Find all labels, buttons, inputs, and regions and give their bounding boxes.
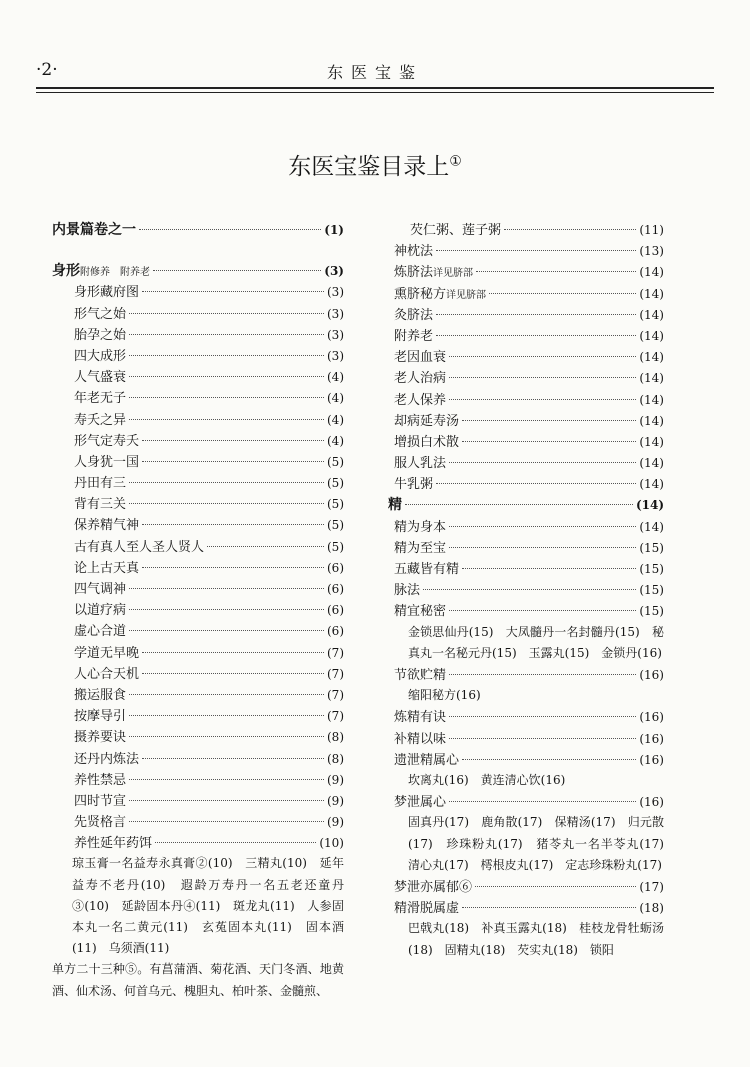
toc-entry-title: 还丹内炼法 bbox=[74, 751, 140, 767]
toc-entry bbox=[52, 281, 344, 302]
header-rule-thin bbox=[36, 92, 714, 93]
toc-entry bbox=[52, 684, 344, 705]
dot-leader bbox=[142, 440, 324, 441]
toc-entry-title: 养性延年药饵 bbox=[74, 836, 153, 852]
toc-page-ref: (7) bbox=[327, 645, 344, 660]
toc-entry-title: 精宜秘密 bbox=[394, 604, 447, 620]
toc-entry-title: 丹田有三 bbox=[74, 476, 127, 492]
toc-page-ref: (16) bbox=[639, 795, 664, 810]
toc-entry bbox=[52, 514, 344, 535]
toc-entry bbox=[388, 749, 664, 770]
header-rule-thick bbox=[36, 87, 714, 89]
toc-entry-title: 却病延寿汤 bbox=[394, 413, 460, 429]
dot-leader bbox=[129, 630, 324, 631]
toc-entry-title: 搬运服食 bbox=[74, 687, 127, 703]
toc-page-ref: (1) bbox=[324, 223, 344, 237]
dot-leader bbox=[142, 673, 324, 674]
toc-entry bbox=[388, 664, 664, 685]
toc-entry bbox=[52, 409, 344, 430]
toc-entry bbox=[388, 600, 664, 621]
dot-leader bbox=[129, 715, 324, 716]
toc-entry bbox=[52, 726, 344, 747]
toc-page-ref: (14) bbox=[639, 392, 664, 407]
toc-entry bbox=[52, 832, 344, 853]
toc-page-ref: (14) bbox=[639, 307, 664, 322]
dot-leader bbox=[462, 420, 636, 421]
toc-entry bbox=[52, 451, 344, 472]
toc-entry-title: 摄养要诀 bbox=[74, 730, 127, 746]
book-title: 东医宝鉴 bbox=[326, 63, 423, 82]
toc-page-ref: (10) bbox=[319, 836, 344, 851]
dot-leader bbox=[462, 441, 636, 442]
toc-entry bbox=[52, 663, 344, 684]
dot-leader bbox=[129, 736, 324, 737]
toc-entry bbox=[388, 389, 664, 410]
dot-leader bbox=[129, 482, 324, 483]
toc-left-column bbox=[52, 219, 344, 1002]
toc-entry bbox=[52, 811, 344, 832]
toc-entry-subnote: 详见脐部 bbox=[433, 268, 474, 280]
dot-leader bbox=[129, 334, 324, 335]
dot-leader bbox=[207, 546, 324, 547]
toc-page-ref: (3) bbox=[327, 348, 344, 363]
toc-entry bbox=[52, 345, 344, 366]
toc-entry-title: 芡仁粥、莲子粥 bbox=[410, 223, 502, 238]
running-header bbox=[36, 60, 714, 86]
dot-leader bbox=[449, 674, 636, 675]
toc-entry bbox=[388, 706, 664, 727]
toc-page-ref: (15) bbox=[639, 562, 664, 576]
toc-page-ref: (17) bbox=[639, 879, 664, 894]
dot-leader bbox=[449, 526, 636, 527]
toc-entry bbox=[388, 579, 664, 600]
toc-entry-title: 先贤格言 bbox=[74, 815, 127, 831]
toc-entry bbox=[388, 410, 664, 431]
toc-entry-title: 服人乳法 bbox=[394, 456, 447, 472]
toc-entry-title: 以道疗病 bbox=[74, 603, 127, 619]
dot-leader bbox=[449, 356, 636, 357]
toc-page-ref: (5) bbox=[327, 518, 344, 533]
toc-page-ref: (14) bbox=[639, 371, 664, 386]
toc-entry-title: 老人保养 bbox=[394, 392, 447, 408]
toc-entry bbox=[52, 536, 344, 557]
recipe-list: 缩阳秘方(16) bbox=[408, 688, 481, 703]
toc-page-ref: (3) bbox=[324, 264, 344, 279]
toc-entry bbox=[388, 261, 664, 282]
toc-page-ref: (7) bbox=[327, 687, 344, 702]
toc-entry-title: 灸脐法 bbox=[394, 307, 434, 323]
toc-page-ref: (6) bbox=[327, 560, 344, 575]
toc-entry bbox=[388, 346, 664, 367]
toc-entry-title: 梦泄属心 bbox=[394, 795, 447, 811]
toc-page-ref: (15) bbox=[639, 540, 664, 555]
toc-entry bbox=[52, 599, 344, 620]
toc-entry-title: 精 bbox=[388, 497, 402, 514]
toc-page-ref: (6) bbox=[327, 624, 344, 639]
toc-page-ref: (16) bbox=[639, 731, 664, 746]
dot-leader bbox=[462, 759, 636, 760]
dot-leader bbox=[129, 313, 324, 314]
toc-entry bbox=[52, 642, 344, 663]
toc-page-ref: (5) bbox=[327, 497, 344, 512]
dot-leader bbox=[129, 609, 324, 610]
toc-entry-title: 熏脐秘方 bbox=[394, 286, 447, 302]
toc-entry bbox=[388, 367, 664, 388]
title-footnote-mark: ① bbox=[449, 153, 462, 170]
dot-leader bbox=[476, 271, 636, 272]
dot-leader bbox=[129, 376, 324, 377]
toc-page-ref: (9) bbox=[327, 815, 344, 830]
toc-page-ref: (14) bbox=[639, 413, 664, 428]
toc-entry bbox=[52, 790, 344, 811]
toc-entry-title: 四大成形 bbox=[74, 348, 127, 364]
toc-entry bbox=[52, 366, 344, 387]
toc-right-column bbox=[388, 219, 677, 961]
toc-page-ref: (8) bbox=[327, 730, 344, 745]
dot-leader bbox=[129, 397, 324, 398]
toc-entry bbox=[388, 473, 664, 494]
toc-entry-title: 梦泄亦属郁⑥ bbox=[394, 879, 473, 895]
toc-entry-title: 精为至宝 bbox=[394, 540, 447, 556]
page-title bbox=[0, 148, 750, 181]
toc-entry-title: 身形 bbox=[52, 263, 80, 280]
dot-leader bbox=[129, 800, 324, 801]
dot-leader bbox=[142, 524, 324, 525]
dot-leader bbox=[142, 652, 324, 653]
toc-entry-title: 老人治病 bbox=[394, 371, 447, 387]
toc-page-ref: (14) bbox=[639, 456, 664, 471]
dot-leader bbox=[436, 335, 636, 336]
dot-leader bbox=[436, 314, 636, 315]
toc-page-ref: (7) bbox=[327, 666, 344, 681]
toc-entry-title: 附养老 bbox=[394, 328, 434, 344]
dot-leader bbox=[139, 229, 321, 230]
toc-entry-title: 增损白术散 bbox=[394, 434, 460, 450]
dot-leader bbox=[129, 821, 324, 822]
recipe-list: 巴戟丸(18) 补真玉露丸(18) 桂枝龙骨牡蛎汤(18) 固精丸(18) 芡实丸(18) 锁阳 bbox=[408, 921, 664, 957]
toc-entry bbox=[388, 537, 664, 558]
toc-entry-title: 古有真人至人圣人贤人 bbox=[74, 539, 205, 555]
dot-leader bbox=[475, 886, 636, 887]
toc-entry-title: 炼精有诀 bbox=[394, 710, 447, 726]
recipe-list: 琼玉膏一名益寿永真膏②(10) 三精丸(10) 延年益寿不老丹(10) 遐龄万寿丹一名五老还童丹③(10) 延龄固本丹④(11) 斑龙丸(11) 人参固本丸一名二黄元(11) 玄菟固本丸(11) 固本酒(11) 乌须酒(11) bbox=[72, 856, 344, 956]
toc-entry-title: 节欲贮精 bbox=[394, 667, 447, 683]
toc-page-ref: (4) bbox=[327, 370, 344, 385]
toc-entry-title: 胎孕之始 bbox=[74, 327, 127, 343]
dot-leader bbox=[449, 377, 636, 378]
toc-page-ref: (6) bbox=[327, 582, 344, 596]
toc-entry-title: 牛乳粥 bbox=[394, 477, 434, 493]
toc-page-ref: (3) bbox=[327, 327, 344, 342]
toc-entry-title: 内景篇卷之一 bbox=[52, 222, 136, 238]
toc-entry bbox=[52, 387, 344, 408]
toc-page-ref: (14) bbox=[639, 477, 664, 492]
dot-leader bbox=[153, 270, 321, 271]
toc-entry-title: 精为身本 bbox=[394, 519, 447, 535]
page-title-text: 东医宝鉴目录上 bbox=[288, 154, 450, 180]
toc-entry bbox=[52, 620, 344, 641]
dot-leader bbox=[155, 842, 316, 843]
toc-entry-title: 四气调神 bbox=[74, 582, 127, 597]
toc-entry-title: 补精以味 bbox=[394, 731, 447, 747]
toc-page-ref: (3) bbox=[327, 306, 344, 321]
toc-entry bbox=[388, 240, 664, 261]
dot-leader bbox=[129, 779, 324, 780]
toc-entry bbox=[52, 219, 344, 240]
toc-entry-subnote: 详见脐部 bbox=[446, 289, 487, 301]
toc-page-ref: (16) bbox=[639, 667, 664, 682]
recipe-list: 固真丹(17) 鹿角散(17) 保精汤(17) 归元散(17) 珍珠粉丸(17) 猪苓丸一名半苓丸(17) 清心丸(17) 樗根皮丸(17) 定志珍珠粉丸(17) bbox=[408, 815, 677, 872]
recipe-list: 金锁思仙丹(15) 大凤髓丹一名封髓丹(15) 秘真丸一名秘元丹(15) 玉露丸(15) 金锁丹(16) bbox=[408, 624, 664, 660]
toc-page-ref: (6) bbox=[327, 603, 344, 618]
toc-page-ref: (11) bbox=[639, 223, 664, 237]
toc-entry-title: 精滑脱属虚 bbox=[394, 901, 460, 917]
dot-leader bbox=[449, 610, 636, 611]
toc-entry-title: 人气盛衰 bbox=[74, 370, 127, 386]
toc-entry bbox=[52, 769, 344, 790]
toc-page-ref: (14) bbox=[639, 265, 664, 280]
page-number: ·2· bbox=[36, 60, 58, 80]
dot-leader bbox=[129, 503, 324, 504]
toc-page-ref: (15) bbox=[639, 604, 664, 619]
toc-entry bbox=[52, 748, 344, 769]
toc-entry bbox=[388, 283, 664, 304]
toc-entry-title: 形气定寿夭 bbox=[74, 433, 140, 449]
toc-entry-title: 人心合天机 bbox=[74, 666, 140, 682]
dot-leader bbox=[142, 291, 324, 292]
dot-leader bbox=[142, 567, 324, 568]
toc-entry-title: 学道无早晚 bbox=[74, 645, 140, 661]
toc-page-ref: (8) bbox=[327, 751, 344, 766]
dot-leader bbox=[504, 229, 636, 230]
toc-page-ref: (16) bbox=[639, 710, 664, 725]
toc-entry bbox=[52, 472, 344, 493]
dot-leader bbox=[449, 716, 636, 717]
toc-entry-title: 遗泄精属心 bbox=[394, 752, 460, 768]
toc-entry bbox=[52, 303, 344, 324]
toc-entry bbox=[388, 219, 664, 240]
toc-entry-title: 按摩导引 bbox=[74, 709, 127, 725]
toc-page-ref: (14) bbox=[639, 519, 664, 534]
dot-leader bbox=[436, 250, 636, 251]
spacer bbox=[52, 240, 344, 260]
dot-leader bbox=[449, 738, 636, 739]
toc-page-ref: (14) bbox=[639, 286, 664, 301]
toc-entry bbox=[52, 324, 344, 345]
toc-entry-title: 形气之始 bbox=[74, 306, 127, 322]
dot-leader bbox=[449, 547, 636, 548]
toc-page-ref: (5) bbox=[327, 539, 344, 554]
toc-entry-title: 背有三关 bbox=[74, 497, 127, 513]
toc-entry bbox=[52, 557, 344, 578]
toc-entry-title: 神枕法 bbox=[394, 244, 434, 260]
toc-entry bbox=[388, 516, 664, 537]
toc-entry bbox=[52, 705, 344, 726]
toc-page-ref: (9) bbox=[327, 772, 344, 787]
dot-leader bbox=[129, 355, 324, 356]
dot-leader bbox=[449, 801, 636, 802]
recipe-list: 单方二十三种⑤。有菖蒲酒、菊花酒、天门冬酒、地黄酒、仙术汤、何首乌元、槐胆丸、柏叶茶、金髓煎、 bbox=[52, 962, 344, 998]
toc-page-ref: (14) bbox=[639, 350, 664, 365]
toc-entry-title: 人身犹一国 bbox=[74, 454, 140, 470]
toc-entry-title: 论上古天真 bbox=[74, 560, 140, 576]
toc-entry-subnote: 附修养 附养老 bbox=[80, 267, 150, 279]
toc-entry bbox=[388, 558, 664, 579]
dot-leader bbox=[449, 399, 636, 400]
toc-entry-title: 保养精气神 bbox=[74, 518, 140, 534]
dot-leader bbox=[142, 758, 324, 759]
toc-entry bbox=[388, 325, 664, 346]
toc-entry-title: 老因血衰 bbox=[394, 350, 447, 366]
recipe-list: 坎离丸(16) 黄连清心饮(16) bbox=[408, 772, 566, 787]
toc-entry bbox=[388, 876, 664, 897]
toc-entry bbox=[388, 728, 664, 749]
toc-entry-title: 身形藏府图 bbox=[74, 285, 140, 301]
toc-entry-title: 年老无子 bbox=[74, 391, 127, 407]
toc-entry bbox=[52, 260, 344, 281]
toc-page-ref: (4) bbox=[327, 391, 344, 406]
toc-entry-title: 虚心合道 bbox=[74, 624, 127, 640]
dot-leader bbox=[462, 907, 636, 908]
toc-entry bbox=[388, 791, 664, 812]
toc-entry bbox=[52, 430, 344, 451]
toc-entry-title: 四时节宣 bbox=[74, 793, 127, 809]
dot-leader bbox=[423, 589, 636, 590]
dot-leader bbox=[129, 419, 324, 420]
dot-leader bbox=[489, 293, 636, 294]
toc-page-ref: (14) bbox=[635, 498, 664, 513]
toc-entry-title: 炼脐法 bbox=[394, 265, 434, 281]
toc-entry-title: 五藏皆有精 bbox=[394, 562, 460, 577]
toc-entry bbox=[52, 493, 344, 514]
toc-page-ref: (16) bbox=[639, 752, 664, 767]
toc-entry bbox=[388, 452, 664, 473]
dot-leader bbox=[462, 568, 636, 569]
dot-leader bbox=[129, 694, 324, 695]
toc-page-ref: (5) bbox=[327, 454, 344, 469]
toc-entry-title: 寿夭之异 bbox=[74, 412, 127, 428]
toc-page-ref: (3) bbox=[327, 285, 344, 300]
toc-page-ref: (14) bbox=[639, 434, 664, 449]
toc-entry-title: 脉法 bbox=[394, 583, 421, 599]
toc-entry bbox=[52, 578, 344, 599]
toc-page-ref: (7) bbox=[327, 709, 344, 724]
dot-leader bbox=[449, 462, 636, 463]
toc-page-ref: (4) bbox=[327, 412, 344, 427]
toc-page-ref: (5) bbox=[327, 476, 344, 491]
toc-entry bbox=[388, 431, 664, 452]
toc-page-ref: (18) bbox=[639, 901, 664, 916]
toc-page-ref: (9) bbox=[327, 793, 344, 808]
dot-leader bbox=[405, 504, 633, 505]
toc-entry bbox=[388, 897, 664, 918]
toc-entry-title: 养性禁忌 bbox=[74, 772, 127, 788]
toc-page-ref: (4) bbox=[327, 433, 344, 448]
dot-leader bbox=[436, 483, 636, 484]
toc-entry bbox=[388, 494, 664, 515]
toc-page-ref: (15) bbox=[639, 583, 664, 598]
dot-leader bbox=[142, 461, 324, 462]
toc-page-ref: (14) bbox=[639, 328, 664, 343]
toc-entry bbox=[388, 304, 664, 325]
toc-page-ref: (13) bbox=[639, 244, 664, 259]
dot-leader bbox=[129, 588, 324, 589]
